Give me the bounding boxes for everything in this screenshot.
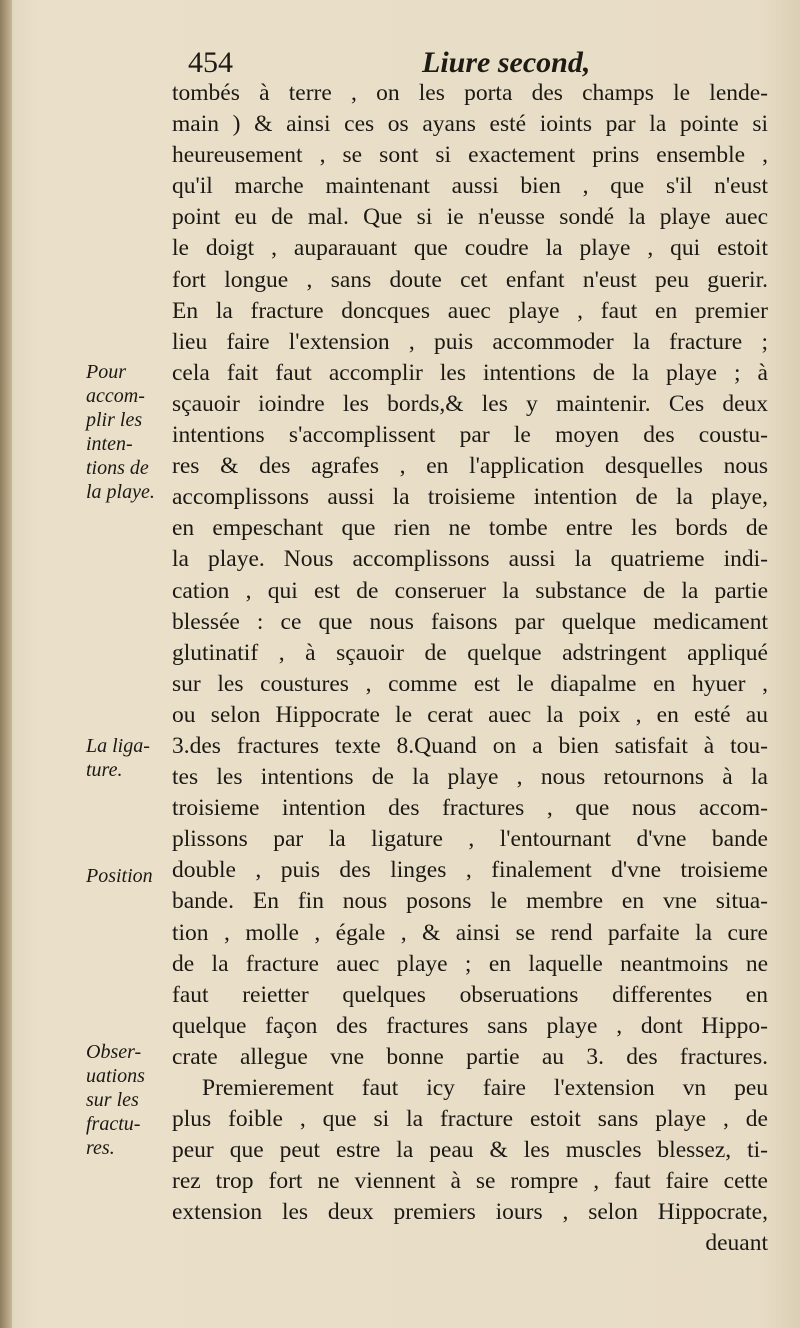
text-line: en empeschant que rien ne tombe entre les bords de [172, 515, 768, 542]
text-line: blessée : ce que nous faisons par quelque medicament [172, 608, 768, 635]
margin-note-line: ture. [86, 759, 123, 781]
text-line: rez trop fort ne viennent à se rompre , faut faire cette [172, 1168, 768, 1195]
page-number: 454 [188, 46, 233, 79]
text-line: tion , molle , égale , & ainsi se rend parfaite la cure [172, 919, 768, 946]
text-line: res & des agrafes , en l'application desquelles nous [172, 453, 768, 480]
text-line: glutinatif , à sçauoir de quelque adstringent appliqué [172, 639, 768, 666]
text-line: peur que peut estre la peau & les muscles blessez, ti- [172, 1137, 768, 1164]
text-line: double , puis des linges , finalement d'vne troisieme [172, 857, 768, 884]
text-line: qu'il marche maintenant aussi bien , que s'il n'eust [172, 173, 768, 200]
margin-note-line: Position [86, 865, 153, 887]
text-line: plus foible , que si la fracture estoit sans playe , de [172, 1106, 768, 1133]
text-line: main ) & ainsi ces os ayans esté ioints par la pointe si [172, 111, 768, 138]
text-line: intentions s'accomplissent par le moyen des coustu- [172, 422, 768, 449]
text-line: quelque façon des fractures sans playe , dont Hippo- [172, 1012, 768, 1039]
margin-note-observations [86, 1040, 170, 1160]
text-line: cela fait faut accomplir les intentions de la playe ; à [172, 359, 768, 386]
margin-note-intentions [86, 360, 170, 504]
body-text [172, 78, 768, 1260]
text-line: cation , qui est de conseruer la substance de la partie [172, 577, 768, 604]
margin-note-line: La liga- [86, 735, 150, 757]
text-line: troisieme intention des fractures , que nous accom- [172, 795, 768, 822]
text-line: crate allegue vne bonne partie au 3. des fractures. [172, 1043, 768, 1070]
margin-note-line: plir les [86, 409, 143, 431]
text-line: accomplissons aussi la troisieme intention de la playe, [172, 484, 768, 511]
text-line: heureusement , se sont si exactement prins ensemble , [172, 142, 768, 169]
margin-note-position [86, 864, 170, 888]
text-line: fort longue , sans doute cet enfant n'eust peu guerir. [172, 266, 768, 293]
text-line: le doigt , auparauant que coudre la playe , qui estoit [172, 235, 768, 262]
margin-note-line: res. [86, 1137, 115, 1159]
text-line: deuant [705, 1230, 768, 1257]
margin-note-line: Pour [86, 361, 126, 383]
text-line: point eu de mal. Que si ie n'eusse sondé la playe auec [172, 204, 768, 231]
margin-note-line: sur les [86, 1089, 139, 1111]
margin-note-line: accom- [86, 385, 145, 407]
margin-note-line: fractu- [86, 1113, 141, 1135]
text-line: extension les deux premiers iours , selon Hippocrate, [172, 1199, 768, 1226]
margin-note-line: tions de [86, 457, 149, 479]
margin-note-ligature [86, 734, 170, 782]
text-line: de la fracture auec playe ; en laquelle neantmoins ne [172, 950, 768, 977]
margin-note-line: uations [86, 1065, 145, 1087]
text-line: En la fracture doncques auec playe , faut en premier [172, 297, 768, 324]
text-line: lieu faire l'extension , puis accommoder la fracture ; [172, 328, 768, 355]
text-line: la playe. Nous accomplissons aussi la quatrieme indi- [172, 546, 768, 573]
margin-note-line: inten- [86, 433, 133, 455]
text-line: bande. En fin nous posons le membre en vne situa- [172, 888, 768, 915]
text-line: faut reietter quelques obseruations differentes en [172, 981, 768, 1008]
text-line: sur les coustures , comme est le diapalme en hyuer , [172, 670, 768, 697]
text-line: sçauoir ioindre les bords,& les y maintenir. Ces deux [172, 390, 768, 417]
running-title: Liure second, [422, 46, 591, 79]
text-line: tombés à terre , on les porta des champs le lende- [172, 80, 768, 106]
text-line: Premierement faut icy faire l'extension vn peu [202, 1075, 768, 1101]
margin-note-line: Obser- [86, 1041, 142, 1063]
text-line: plissons par la ligature , l'entournant d'vne bande [172, 826, 768, 853]
margin-note-line: la playe. [86, 481, 155, 503]
text-line: ou selon Hippocrate le cerat auec la poix , en esté au [172, 701, 768, 728]
text-line: tes les intentions de la playe , nous retournons à la [172, 764, 768, 791]
text-line: 3.des fractures texte 8.Quand on a bien satisfait à tou- [172, 732, 768, 759]
book-spine [0, 0, 12, 1328]
